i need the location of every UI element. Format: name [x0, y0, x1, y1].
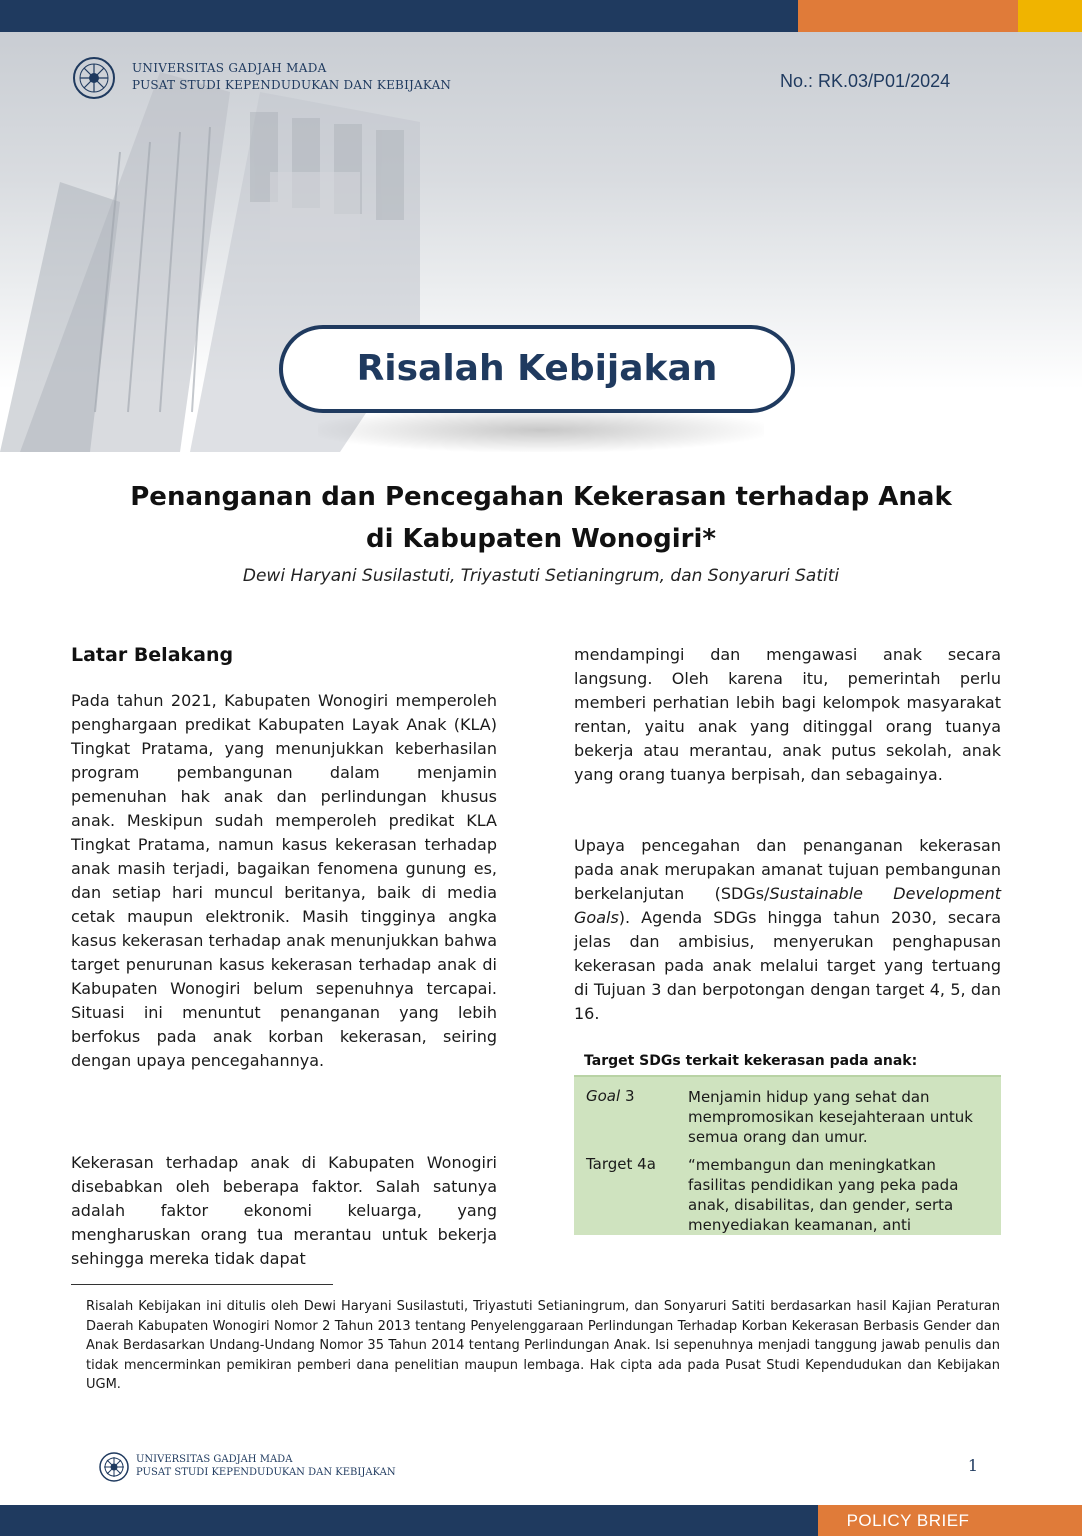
paragraph-1: Pada tahun 2021, Kabupaten Wonogiri memperoleh penghargaan predikat Kabupaten Layak Anak (KLA) Tingkat Pratama, yang menunjukkan keberhasilan program pembangunan dalam menjamin pemenuhan hak anak dan perlindungan khusus anak. Meskipun sudah memperoleh predikat KLA Tingkat Pratama, namun kasus kekerasan terhadap anak masih terjadi, bagaikan fenomena gunung es, dan setiap hari muncul beritanya, baik di media cetak maupun elektronik. Masih tingginya angka kasus kekerasan terhadap anak menunjukkan bahwa target penurunan kasus kekerasan terhadap anak di Kabupaten Wonogiri belum sepenuhnya tercapai. Situasi ini menuntut penanganan yang lebih berfokus pada anak korban kekerasan, seiring dengan upaya pencegahannya.	[71, 691, 497, 1070]
sdg-box-header-text: Target SDGs terkait kekerasan pada anak:	[584, 1053, 918, 1069]
paragraph-4-text-a: Upaya pencegahan dan penanganan kekerasan pada anak merupakan amanat tujuan pembangunan berkelanjutan (SDGs/	[574, 836, 1001, 903]
ugm-seal-icon	[70, 56, 122, 100]
ugm-seal-icon	[98, 1450, 132, 1484]
footnote-divider	[71, 1284, 333, 1285]
sdg-target-box	[574, 1047, 1001, 1235]
document-title-line-2: di Kabupaten Wonogiri*	[365, 524, 716, 554]
bottom-bar-navy-segment	[0, 1505, 818, 1536]
sdg-row-label: Target 4a	[586, 1155, 656, 1173]
paragraph-4	[574, 834, 1001, 1026]
top-color-bar	[0, 0, 1082, 32]
ugm-logo-header	[70, 56, 470, 100]
header-center-name: PUSAT STUDI KEPENDUDUKAN DAN KEBIJAKAN	[132, 78, 452, 92]
sdg-row-text: Menjamin hidup yang sehat dan mempromosikan kesejahteraan untuk semua orang dan umur.	[688, 1088, 973, 1146]
sdg-row-label	[586, 1087, 634, 1105]
section-heading: Latar Belakang	[71, 644, 234, 666]
top-bar-yellow-segment	[1018, 0, 1082, 32]
paragraph-2: Kekerasan terhadap anak di Kabupaten Wonogiri disebabkan oleh beberapa faktor. Salah satunya adalah faktor ekonomi keluarga, yang mengharuskan orang tua merantau untuk bekerja sehingga mereka tidak dapat	[71, 1153, 497, 1268]
paragraph-4-text-b: ). Agenda SDGs hingga tahun 2030, secara jelas dan ambisius, menyerukan penghapusan kekerasan pada anak melalui target yang tertuang di Tujuan 3 dan berpotongan dengan target 4, 5, dan 16.	[574, 908, 1001, 1023]
document-authors: Dewi Haryani Susilastuti, Triyastuti Setianingrum, dan Sonyaruri Satiti	[242, 566, 840, 586]
sdg-row-label-rest: 3	[620, 1087, 635, 1105]
page-number: 1	[967, 1456, 979, 1475]
document-title	[40, 476, 1042, 560]
ugm-logo-footer	[98, 1450, 418, 1484]
banner-shadow	[318, 408, 764, 452]
paragraph-3: mendampingi dan mengawasi anak secara langsung. Oleh karena itu, pemerintah perlu memberi perhatian lebih bagi kelompok masyarakat rentan, yaitu anak yang ditinggal orang tuanya bekerja atau merantau, anak putus sekolah, anak yang orang tuanya berpisah, dan sebagainya.	[574, 645, 1001, 784]
footer-center-name: PUSAT STUDI KEPENDUDUKAN DAN KEBIJAKAN	[136, 1467, 396, 1478]
sdg-row-text: “membangun dan meningkatkan fasilitas pendidikan yang peka pada anak, disabilitas, dan gender, serta menyediakan keamanan, anti	[688, 1156, 959, 1234]
footer-university-name: UNIVERSITAS GADJAH MADA	[136, 1454, 293, 1465]
sdg-box-header	[574, 1047, 1001, 1077]
document-number: No.: RK.03/P01/2024	[780, 71, 951, 91]
policy-brief-label: POLICY BRIEF	[846, 1511, 970, 1530]
bottom-color-bar	[0, 1505, 1082, 1536]
document-title-line-1: Penanganan dan Pencegahan Kekerasan terhadap Anak	[130, 482, 952, 512]
top-bar-orange-segment	[798, 0, 1018, 32]
footnote: Risalah Kebijakan ini ditulis oleh Dewi Haryani Susilastuti, Triyastuti Setianingrum, dan Sonyaruri Satiti berdasarkan hasil Kajian Peraturan Daerah Kabupaten Wonogiri Nomor 2 Tahun 2013 tentang Penyelenggaraan Perlindungan Terhadap Korban Kekerasan Berbasis Gender dan Anak Berdasarkan Undang-Undang Nomor 35 Tahun 2014 tentang Perlindungan Anak. Isi sepenuhnya menjadi tanggung jawab penulis dan tidak mencerminkan pemikiran pemberi dana penelitian maupun lembaga. Hak cipta ada pada Pusat Studi Kependudukan dan Kebijakan UGM.	[86, 1299, 1000, 1392]
sdg-row-label-italic: Goal	[586, 1087, 621, 1105]
header-university-name: UNIVERSITAS GADJAH MADA	[132, 61, 327, 75]
banner-title: Risalah Kebijakan	[356, 348, 718, 389]
top-bar-navy-segment	[0, 0, 798, 32]
paragraph-4-italic: Sustainable Development Goals	[574, 884, 1001, 927]
